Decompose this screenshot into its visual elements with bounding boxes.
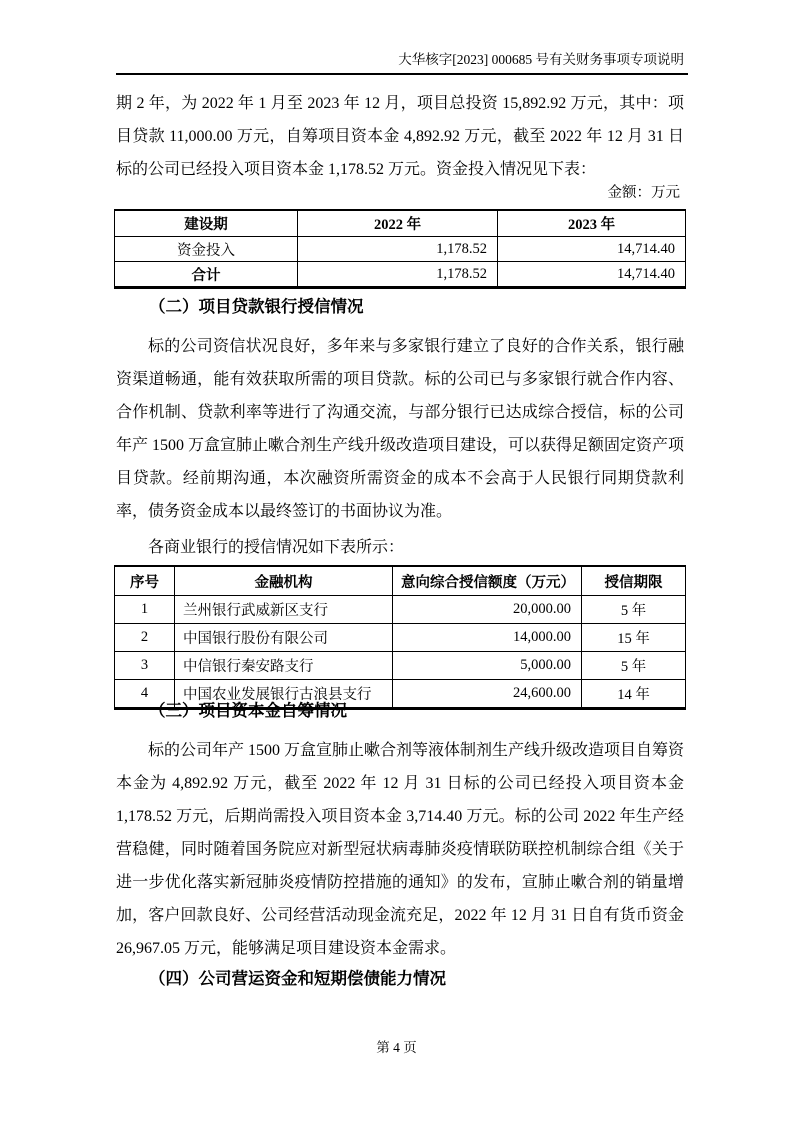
page-header-text: 大华核字[2023] 000685 号有关财务事项专项说明 (398, 52, 684, 67)
table-cell: 资金投入 (115, 237, 298, 262)
table-cell: 1,178.52 (298, 237, 498, 262)
credit-table-row (115, 624, 686, 652)
table-cell: 14,000.00 (393, 624, 582, 652)
credit-table-intro: 各商业银行的授信情况如下表所示： (148, 539, 405, 556)
section-2-paragraph: 标的公司资信状况良好，多年来与多家银行建立了良好的合作关系，银行融资渠道畅通，能有效获取所需的项目贷款。标的公司已与多家银行就合作内容、合作机制、贷款利率等进行了沟通交流，与部分银行已达成综合授信，标的公司年产 1500 万盒宣肺止嗽合剂生产线升级改造项目建设，可以获得足额固定资产项目贷款。经前期沟通，本次融资所需资金的成本不会高于人民银行同期贷款利率，债务资金成本以最终签订的书面协议为准。 (116, 338, 685, 520)
credit-table-header-cell: 授信期限 (582, 566, 686, 596)
investment-table-row (115, 237, 686, 262)
credit-table-header-cell: 金融机构 (175, 566, 393, 596)
credit-table-row (115, 596, 686, 624)
table-cell: 14 年 (582, 680, 686, 709)
table-cell: 兰州银行武威新区支行 (175, 596, 393, 624)
header-rule (116, 73, 688, 75)
table-cell: 1 (115, 596, 175, 624)
table-cell: 1,178.52 (298, 262, 498, 288)
section-4-title: （四）公司营运资金和短期偿债能力情况 (149, 969, 446, 988)
section-2-title: （二）项目贷款银行授信情况 (149, 297, 364, 316)
investment-table-header-cell: 2022 年 (298, 210, 498, 237)
table-cell: 24,600.00 (393, 680, 582, 709)
amount-unit-label: 金额：万元 (607, 185, 680, 201)
table-cell: 14,714.40 (498, 262, 686, 288)
table-cell: 14,714.40 (498, 237, 686, 262)
page-number: 第 4 页 (376, 1040, 417, 1055)
credit-table-header-cell: 序号 (115, 566, 175, 596)
investment-table-header-cell: 建设期 (115, 210, 298, 237)
table-cell: 15 年 (582, 624, 686, 652)
table-cell: 5,000.00 (393, 652, 582, 680)
table-cell: 4 (115, 680, 175, 709)
table-cell: 3 (115, 652, 175, 680)
intro-paragraph: 期 2 年，为 2022 年 1 月至 2023 年 12 月，项目总投资 15,892.92 万元，其中：项目贷款 11,000.00 万元，自筹项目资本金 4,892.92 万元，截至 2022 年 12 月 31 日标的公司已经投入项目资本金 1,178.52 万元。资金投入情况见下表： (116, 95, 684, 178)
page-header (116, 50, 684, 70)
table-cell: 中国银行股份有限公司 (175, 624, 393, 652)
table-cell: 合计 (115, 262, 298, 288)
table-cell: 2 (115, 624, 175, 652)
investment-table-header-row (115, 210, 686, 237)
credit-table-row (115, 652, 686, 680)
section-3-paragraph: 标的公司年产 1500 万盒宣肺止嗽合剂等液体制剂生产线升级改造项目自筹资本金为 4,892.92 万元，截至 2022 年 12 月 31 日标的公司已经投入项目资本金 1,178.52 万元，后期尚需投入项目资本金 3,714.40 万元。标的公司 2022 年生产经营稳健，同时随着国务院应对新型冠状病毒肺炎疫情联防联控机制综合组《关于进一步优化落实新冠肺炎疫情防控措施的通知》的发布，宣肺止嗽合剂的销量增加，客户回款良好、公司经营活动现金流充足，2022 年 12 月 31 日自有货币资金 26,967.05 万元，能够满足项目建设资本金需求。 (116, 742, 685, 957)
table-cell: 中信银行秦安路支行 (175, 652, 393, 680)
section-3-title: （三）项目资本金自筹情况 (149, 701, 347, 720)
table-cell: 20,000.00 (393, 596, 582, 624)
credit-table-header-cell: 意向综合授信额度（万元） (393, 566, 582, 596)
investment-table-total-row (115, 262, 686, 288)
investment-table (114, 209, 686, 289)
credit-table (114, 565, 686, 710)
investment-table-header-cell: 2023 年 (498, 210, 686, 237)
table-cell: 5 年 (582, 652, 686, 680)
table-cell: 5 年 (582, 596, 686, 624)
table-cell: 中国农业发展银行古浪县支行 (175, 680, 393, 709)
credit-table-header-row (115, 566, 686, 596)
